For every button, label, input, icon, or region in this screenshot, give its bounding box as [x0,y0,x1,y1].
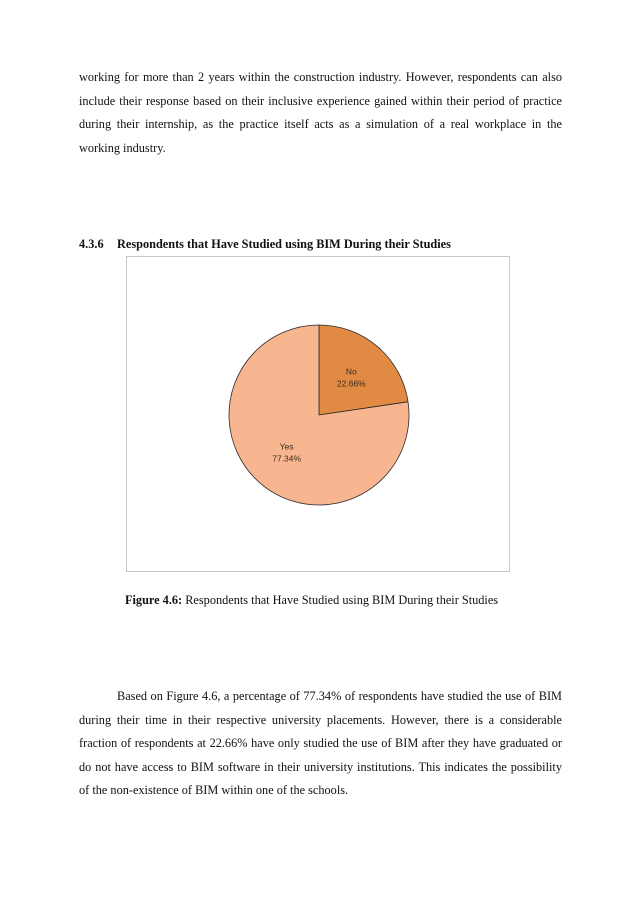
body-paragraph-2: Based on Figure 4.6, a percentage of 77.34% of respondents have studied the use of BIM during their time in their respective university placements. However, there is a considerable fraction of respondents at 22.66% have only studied the use of BIM after they have graduated or do not have access to BIM software in their university institutions. This indicates the possibility of the non-existence of BIM within one of the schools. [79,689,562,797]
section-title: Respondents that Have Studied using BIM During their Studies [117,237,451,251]
pie-chart [127,257,511,573]
pie-slice-no [319,325,408,415]
figure-caption [125,593,498,608]
figure-caption-label: Figure 4.6: [125,593,183,607]
pie-value-yes: 77.34% [272,453,302,464]
pie-label-no: No [345,366,357,377]
pie-value-no: 22.66% [336,378,366,389]
body-paragraph-1: working for more than 2 years within the construction industry. However, respondents can also include their response based on their inclusive experience gained within their period of practice during their internship, as the practice itself acts as a simulation of a real workplace in the working industry. [79,70,562,155]
figure-caption-text: Respondents that Have Studied using BIM During their Studies [185,593,499,607]
pie-label-yes: Yes [279,441,294,452]
section-heading [79,237,451,252]
section-number: 4.3.6 [79,237,104,251]
pie-chart-figure [126,256,510,572]
